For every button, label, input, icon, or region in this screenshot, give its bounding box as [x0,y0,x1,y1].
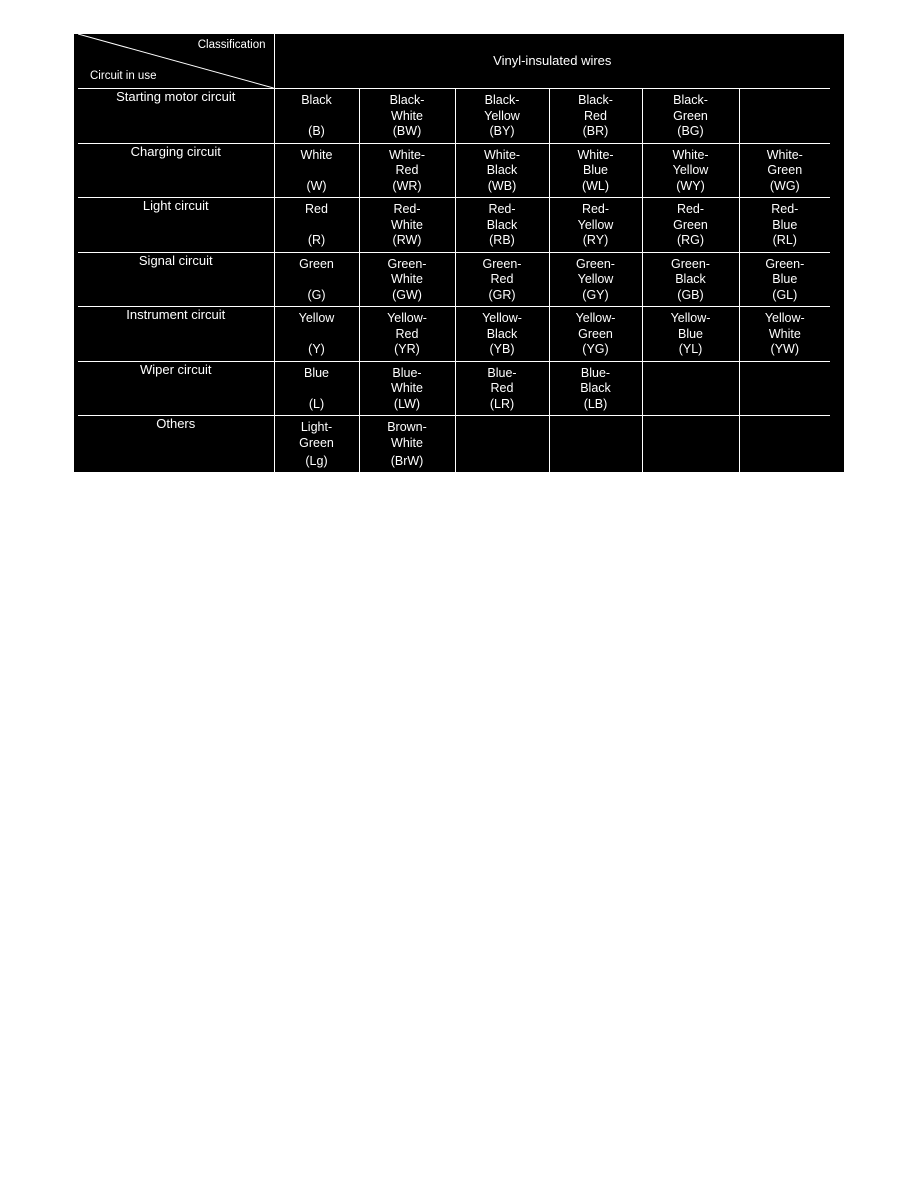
circuit-in-use-label: Circuit in use [90,69,157,82]
wire-color-cell [274,307,359,362]
wire-color-entry [740,144,831,198]
wire-color-cell [549,89,642,144]
wire-color-name-line: Green- [765,256,805,271]
wire-color-name-line: Green [299,256,334,271]
wire-color-name-line: Black- [578,93,613,107]
wire-color-code: (WG) [769,178,800,193]
wire-color-name-line: Red [584,108,607,123]
wire-color-name [740,148,831,179]
wire-color-entry [740,253,831,307]
wire-color-name-line: Blue- [392,365,422,380]
wire-color-name-line: Green- [482,256,522,271]
wire-color-code: (GL) [772,287,798,302]
wire-color-name-line: Green- [576,256,615,271]
wire-color-name-line: White [391,217,423,232]
wire-color-name [275,202,359,218]
wire-color-cell [549,361,642,416]
wire-color-cell [359,416,455,473]
wire-color-entry [360,144,455,198]
wire-color-name-line: White- [388,147,426,162]
wire-color-name-line: Red [305,202,328,216]
wire-color-cell [274,198,359,253]
wire-color-name-line: Blue [677,326,704,341]
wire-color-entry [360,362,455,416]
wire-color-name-line: Yellow- [482,311,522,325]
wire-color-name [740,202,831,233]
wire-color-entry [740,198,831,252]
wire-color-name [643,93,739,124]
wire-color-code: (GR) [488,287,516,302]
wire-color-name [456,93,549,124]
wire-color-name [550,366,642,397]
wire-color-cell [455,89,549,144]
wire-color-name-line: White [391,381,423,395]
wire-color-entry [456,198,549,252]
wire-color-name-line: Black- [673,93,708,107]
wire-color-name-line: White [391,108,423,123]
wire-color-code: (LW) [393,396,421,411]
table-row [78,143,830,198]
wire-color-entry [550,198,642,252]
wire-color-name [740,311,831,342]
circuit-name-cell: Instrument circuit [78,307,274,362]
wire-color-cell [274,252,359,307]
wire-color-name [456,257,549,288]
wire-color-name-line: Yellow [484,108,520,123]
wire-color-entry [643,253,739,307]
wire-color-code: (BW) [392,124,422,138]
wire-color-name [275,311,359,327]
wire-color-name-line: Green [673,217,708,232]
wire-color-entry [456,89,549,143]
wire-color-name [360,93,455,124]
wire-color-name-line: Yellow- [670,311,711,325]
wire-color-name-line: White- [672,147,709,162]
wire-color-name [360,257,455,288]
wire-color-name-line: White [391,435,423,450]
wire-color-entry [643,198,739,252]
wire-color-name-line: Green [299,435,334,450]
wire-color-code: (YB) [489,342,515,356]
wire-color-code: (YL) [678,342,703,356]
header-corner-cell [78,34,274,89]
wire-color-cell [274,143,359,198]
wire-color-name-line: Black- [389,93,425,107]
table-header-row [78,34,830,89]
wire-color-cell [455,198,549,253]
empty-cell [642,416,739,473]
wire-color-cell [642,198,739,253]
wire-color-name-line: Black [580,381,611,395]
empty-cell [549,416,642,473]
wire-color-entry [360,89,455,143]
wire-color-entry [456,144,549,198]
wire-color-entry [275,416,359,473]
wire-color-name [740,257,831,288]
wire-color-code: (YW) [770,342,800,356]
wire-color-entry [643,144,739,198]
wire-color-table [78,34,830,473]
wire-color-cell [739,307,830,362]
wire-color-code: (GY) [582,287,609,302]
wire-color-code: (YG) [582,342,609,356]
wire-color-entry [360,253,455,307]
wire-color-name-line: Yellow- [764,311,805,325]
wire-color-cell [455,143,549,198]
wire-color-entry [643,89,739,143]
wire-color-code: (B) [308,124,325,138]
wire-color-name-line: Blue [303,365,330,380]
wire-color-name-line: Black [301,93,332,107]
wire-color-name [643,148,739,179]
wire-color-entry [550,253,642,307]
wire-color-code: (WR) [392,178,422,193]
wire-color-code: (L) [308,396,325,411]
wire-color-name-line: White [391,272,423,286]
empty-cell [642,361,739,416]
table-row [78,252,830,307]
wire-color-code: (WB) [487,178,517,193]
wire-color-entry [275,362,359,416]
wire-color-name-line: Black [675,272,706,286]
wire-color-name-line: Red- [581,202,610,216]
wire-color-entry [275,253,359,307]
wire-color-name [360,148,455,179]
wire-color-cell [274,361,359,416]
wire-color-name-line: White [300,147,333,162]
circuit-name-cell: Light circuit [78,198,274,253]
wire-color-entry [550,362,642,416]
wire-color-code: (BR) [582,124,609,138]
wire-color-cell [739,252,830,307]
wire-color-name-line: Blue- [580,365,611,380]
wire-color-table-panel [74,34,844,472]
empty-cell [739,361,830,416]
wire-color-name [550,257,642,288]
wire-color-name-line: Blue [772,272,798,286]
wire-color-cell [359,361,455,416]
wire-color-name [643,311,739,342]
wire-color-name-line: Blue- [487,365,517,380]
wire-color-name-line: Yellow [672,163,709,177]
wire-color-name-line: Green- [387,256,427,271]
circuit-name-cell: Starting motor circuit [78,89,274,144]
wire-color-name [550,311,642,342]
wire-color-code: (WL) [581,178,610,193]
wire-color-cell [274,416,359,473]
wire-color-entry [275,307,359,361]
wire-color-name-line: Yellow- [575,311,616,325]
wire-color-cell [739,198,830,253]
table-row [78,89,830,144]
wire-color-name [360,311,455,342]
wire-color-code: (G) [307,287,326,302]
wire-color-entry [456,253,549,307]
wire-color-name [275,148,359,164]
classification-label: Classification [197,39,266,51]
wire-color-entry [360,416,455,473]
wire-color-cell [642,89,739,144]
wire-color-name [360,202,455,233]
wire-color-name-line: Yellow [577,217,614,232]
circuit-name-cell: Signal circuit [78,252,274,307]
table-row [78,198,830,253]
wire-color-name-line: Red- [771,202,799,216]
wire-color-entry [360,307,455,361]
wire-color-name-line: Green [673,108,708,123]
wire-color-code: (RW) [392,233,422,247]
wire-color-cell [359,89,455,144]
wire-color-cell [359,143,455,198]
wire-color-cell [549,143,642,198]
wire-color-entry [550,307,642,361]
wire-color-name-line: Red [395,326,419,341]
wire-color-code: (GB) [677,287,704,302]
wire-color-name [360,366,455,397]
wire-color-code: (Lg) [305,454,328,468]
wire-color-name [643,257,739,288]
wire-color-code: (R) [307,233,326,247]
wire-color-code: (BG) [677,124,704,138]
wire-color-cell [359,252,455,307]
wire-color-name-line: White- [766,147,803,162]
wire-color-name [456,311,549,342]
wire-color-name [456,202,549,233]
wire-color-name-line: Red [490,381,514,395]
wire-color-name-line: Red- [488,202,516,216]
wire-color-name [275,366,359,382]
wire-color-name-line: Blue [582,163,609,177]
wire-color-code: (YR) [394,342,420,356]
empty-cell [739,416,830,473]
circuit-name-cell: Others [78,416,274,473]
circuit-name-cell: Charging circuit [78,143,274,198]
vinyl-insulated-wires-header: Vinyl-insulated wires [274,34,830,89]
wire-color-entry [456,307,549,361]
wire-color-name-line: Black [486,163,518,177]
wire-color-name-line: Black [486,217,518,232]
wire-color-code: (RB) [489,233,515,247]
wire-color-name [456,148,549,179]
empty-cell [455,416,549,473]
wire-color-name-line: Yellow [577,272,614,286]
wire-color-cell [455,252,549,307]
wire-color-name [275,93,359,109]
wire-color-name-line: White- [577,147,614,162]
wire-color-name-line: Green [767,163,803,177]
wire-color-entry [740,307,831,361]
wire-color-name-line: Green- [671,256,710,271]
wire-color-code: (LR) [489,396,515,411]
wire-color-name-line: Red [395,163,419,177]
wire-color-entry [456,362,549,416]
empty-cell [739,89,830,144]
wire-color-code: (W) [306,178,327,193]
wire-color-code: (BrW) [390,454,424,468]
wire-color-name [550,93,642,124]
wire-color-name-line: Light- [300,420,333,434]
table-row [78,307,830,362]
wire-color-cell [739,143,830,198]
wire-color-name [550,202,642,233]
wire-color-cell [455,361,549,416]
wire-color-entry [643,307,739,361]
wire-color-entry [360,198,455,252]
wire-color-name-line: Red- [393,202,421,216]
wire-color-name-line: White- [483,147,521,162]
wire-color-code: (RY) [582,233,609,247]
wire-color-cell [642,143,739,198]
wire-color-entry [550,144,642,198]
wire-color-entry [275,89,359,143]
wire-color-code: (RL) [772,233,797,247]
wire-color-cell [642,307,739,362]
wire-color-code: (GW) [392,287,422,302]
wire-color-name [275,420,359,451]
wire-color-name-line: Black- [484,93,520,107]
table-row [78,416,830,473]
wire-color-cell [549,307,642,362]
wire-color-name-line: Black [486,326,518,341]
wire-color-name [275,257,359,273]
wire-color-name [360,420,455,451]
wire-color-name-line: Yellow [298,311,335,325]
wire-color-cell [549,198,642,253]
circuit-name-cell: Wiper circuit [78,361,274,416]
table-row [78,361,830,416]
wire-color-name-line: Green [578,326,613,341]
wire-color-cell [359,198,455,253]
wire-color-code: (BY) [489,124,515,138]
wire-color-entry [275,144,359,198]
wire-color-cell [359,307,455,362]
wire-color-cell [455,307,549,362]
wire-color-name-line: Yellow- [387,311,427,325]
wire-color-name-line: Blue [772,217,798,232]
wire-color-name-line: Red- [676,202,705,216]
wire-color-code: (LB) [583,396,608,411]
wire-color-cell [549,252,642,307]
wire-color-entry [275,198,359,252]
wire-color-name-line: Brown- [387,420,427,434]
wire-color-name [550,148,642,179]
wire-color-cell [274,89,359,144]
wire-color-name [643,202,739,233]
wire-color-code: (Y) [308,342,325,356]
wire-color-cell [642,252,739,307]
wire-color-name [456,366,549,397]
wire-color-entry [550,89,642,143]
wire-color-name-line: Red [490,272,514,286]
wire-color-name-line: White [768,326,801,341]
wire-color-code: (RG) [676,233,705,247]
wire-color-code: (WY) [676,178,705,193]
